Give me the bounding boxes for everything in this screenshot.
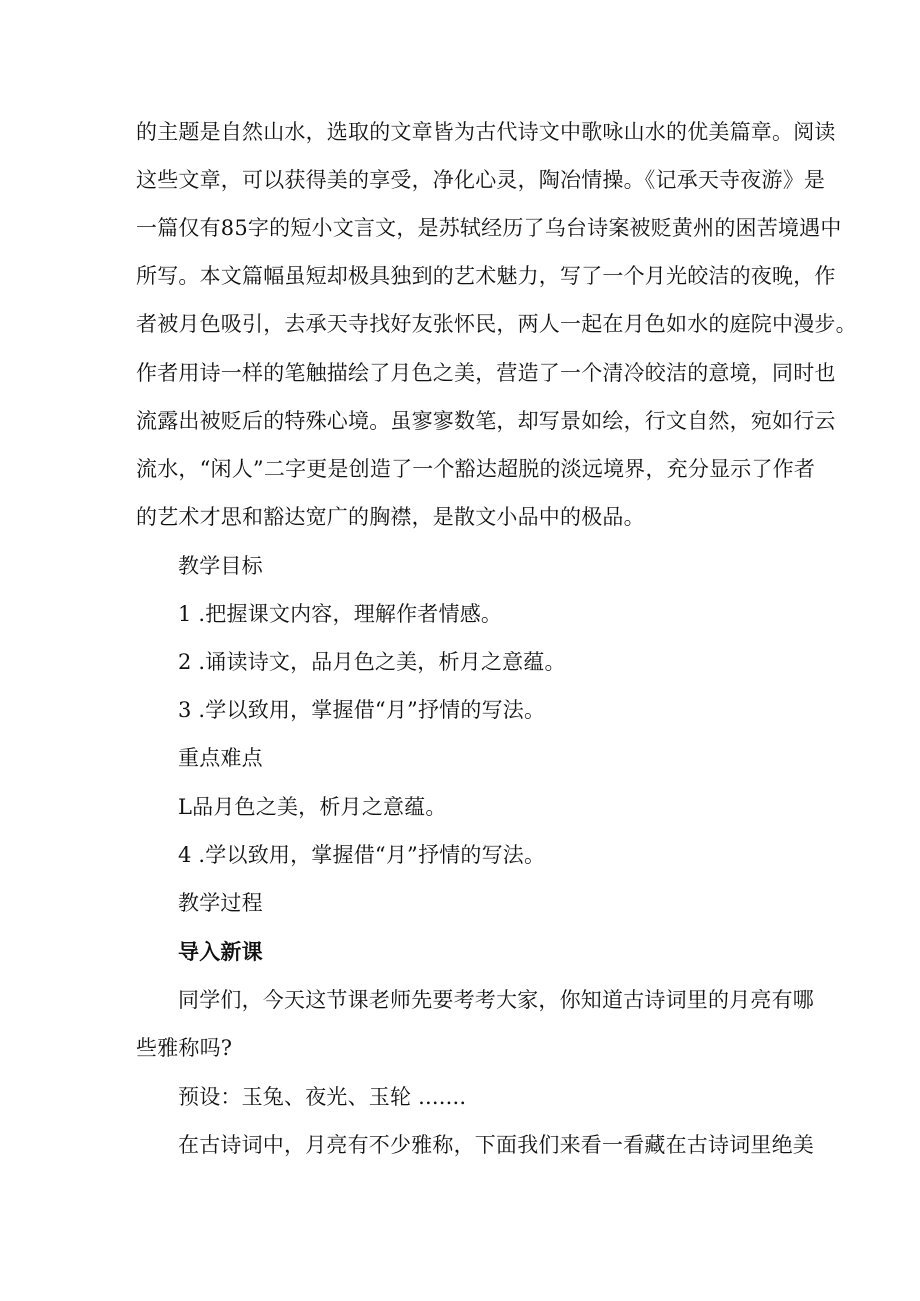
- paragraph-line: 一篇仅有85字的短小文言文，是苏轼经历了乌台诗案被贬黄州的困苦境遇中: [136, 216, 842, 240]
- paragraph-line: 流水，“闲人”二字更是创造了一个豁达超脱的淡远境界，充分显示了作者: [136, 457, 816, 481]
- section-heading-objectives: 教学目标: [178, 554, 263, 578]
- section-heading-keypoints: 重点难点: [178, 746, 263, 770]
- objective-item: 1 .把握课文内容，理解作者情感。: [178, 602, 503, 626]
- paragraph-line: 的主题是自然山水，选取的文章皆为古代诗文中歌咏山水的优美篇章。阅读: [136, 120, 836, 144]
- paragraph-line: 这些文章，可以获得美的享受，净化心灵，陶冶情操。《记承天寺夜游》是: [136, 168, 826, 192]
- keypoint-item: 4 .学以致用，掌握借“月”抒情的写法。: [178, 843, 546, 867]
- objective-item: 3 .学以致用，掌握借“月”抒情的写法。: [178, 698, 546, 722]
- paragraph-line: 流露出被贬后的特殊心境。虽寥寥数笔，却写景如绘，行文自然，宛如行云: [136, 409, 836, 433]
- paragraph-line: 些雅称吗?: [136, 1036, 233, 1060]
- paragraph-line: 同学们，今天这节课老师先要考考大家，你知道古诗词里的月亮有哪: [178, 988, 814, 1012]
- subheading-intro-lesson: 导入新课: [178, 940, 263, 964]
- paragraph-line: 在古诗词中，月亮有不少雅称，下面我们来看一看藏在古诗词里绝美: [178, 1133, 814, 1157]
- section-heading-process: 教学过程: [178, 891, 263, 915]
- objective-item: 2 .诵读诗文，品月色之美，析月之意蕴。: [178, 650, 566, 674]
- paragraph-line: 者被月色吸引，去承天寺找好友张怀民，两人一起在月色如水的庭院中漫步。: [136, 312, 857, 336]
- paragraph-line: 所写。本文篇幅虽短却极具独到的艺术魅力，写了一个月光皎洁的夜晚，作: [136, 264, 836, 288]
- keypoint-item: L品月色之美，析月之意蕴。: [178, 795, 447, 819]
- paragraph-line: 的艺术才思和豁达宽广的胸襟，是散文小品中的极品。: [136, 505, 645, 529]
- paragraph-line: 预设：玉兔、夜光、玉轮 .......: [178, 1085, 467, 1109]
- paragraph-line: 作者用诗一样的笔触描绘了月色之美，营造了一个清冷皎洁的意境，同时也: [136, 361, 836, 385]
